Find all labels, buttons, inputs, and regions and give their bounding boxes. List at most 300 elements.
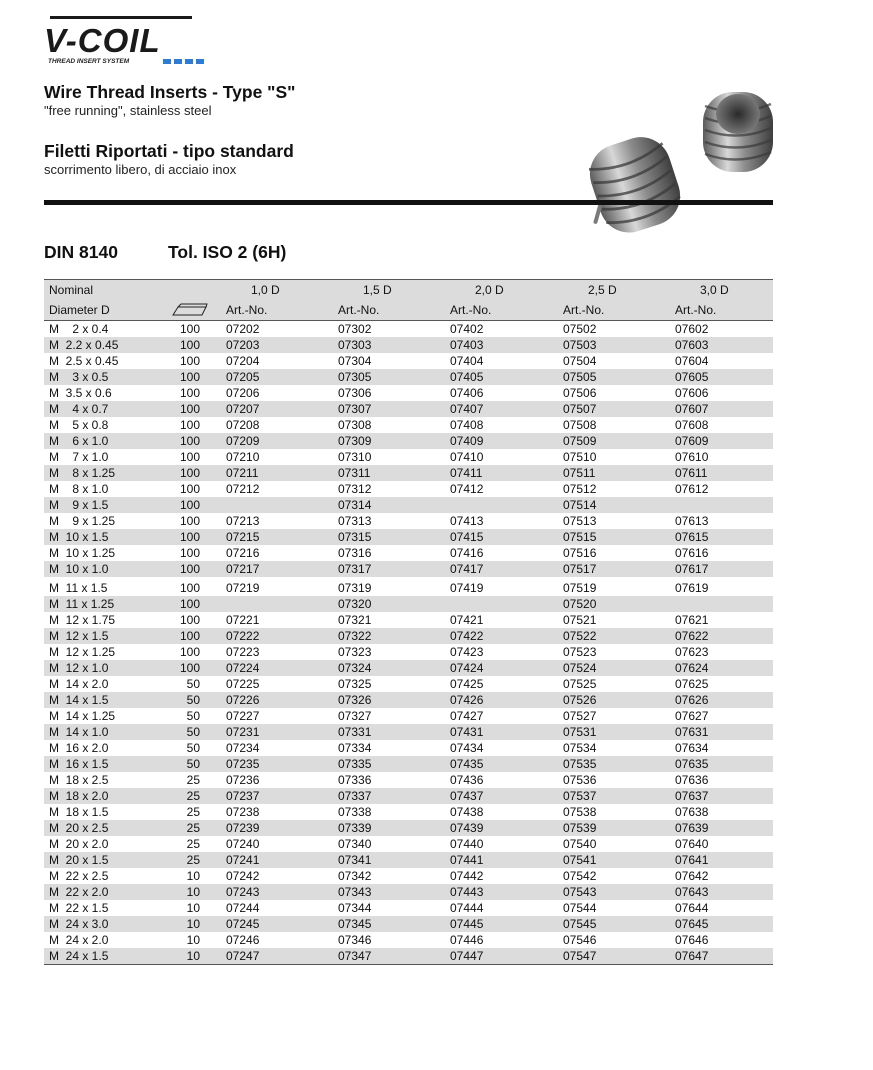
cell-article-number: 07207 — [226, 402, 260, 416]
cell-article-number: 07410 — [450, 450, 484, 464]
cell-article-number: 07513 — [563, 514, 597, 528]
cell-article-number: 07639 — [675, 821, 709, 835]
cell-article-number: 07621 — [675, 613, 709, 627]
cell-article-number: 07241 — [226, 853, 260, 867]
cell-article-number: 07308 — [338, 418, 372, 432]
cell-diameter: M 6 x 1.0 — [49, 434, 109, 448]
table-row — [44, 820, 773, 836]
cell-diameter: M 10 x 1.25 — [49, 546, 116, 560]
cell-diameter: M 24 x 3.0 — [49, 917, 109, 931]
cell-article-number: 07634 — [675, 741, 709, 755]
cell-article-number: 07409 — [450, 434, 484, 448]
cell-article-number: 07542 — [563, 869, 597, 883]
cell-pack-qty: 100 — [179, 597, 200, 611]
cell-article-number: 07240 — [226, 837, 260, 851]
cell-article-number: 07411 — [450, 466, 483, 480]
cell-article-number: 07445 — [450, 917, 484, 931]
cell-pack-qty: 100 — [179, 645, 200, 659]
cell-article-number: 07631 — [675, 725, 709, 739]
cell-article-number: 07435 — [450, 757, 484, 771]
cell-pack-qty: 100 — [179, 581, 200, 595]
cell-article-number: 07413 — [450, 514, 484, 528]
cell-article-number: 07524 — [563, 661, 597, 675]
table-row — [44, 724, 773, 740]
cell-article-number: 07209 — [226, 434, 260, 448]
cell-pack-qty: 25 — [186, 837, 200, 851]
package-box-icon — [172, 303, 208, 316]
cell-article-number: 07221 — [226, 613, 260, 627]
cell-article-number: 07326 — [338, 693, 372, 707]
cell-article-number: 07502 — [563, 322, 597, 336]
cell-diameter: M 7 x 1.0 — [49, 450, 109, 464]
cell-article-number: 07335 — [338, 757, 372, 771]
cell-article-number: 07412 — [450, 482, 484, 496]
cell-article-number: 07310 — [338, 450, 372, 464]
cell-pack-qty: 100 — [179, 482, 200, 496]
cell-diameter: M 2 x 0.4 — [49, 322, 109, 336]
cell-article-number: 07522 — [563, 629, 597, 643]
cell-article-number: 07604 — [675, 354, 709, 368]
cell-pack-qty: 100 — [179, 354, 200, 368]
cell-pack-qty: 100 — [179, 466, 200, 480]
cell-diameter: M 10 x 1.5 — [49, 530, 109, 544]
cell-article-number: 07615 — [675, 530, 709, 544]
cell-article-number: 07245 — [226, 917, 260, 931]
cell-article-number: 07320 — [338, 597, 372, 611]
cell-diameter: M 8 x 1.25 — [49, 466, 116, 480]
header-length-1: 1,0 D — [251, 283, 280, 297]
cell-article-number: 07627 — [675, 709, 709, 723]
logo-wordmark: V-COIL — [44, 22, 161, 59]
cell-article-number: 07344 — [338, 901, 372, 915]
table-row — [44, 481, 773, 497]
cell-pack-qty: 100 — [179, 629, 200, 643]
cell-diameter: M 22 x 2.5 — [49, 869, 109, 883]
cell-pack-qty: 50 — [186, 757, 200, 771]
cell-diameter: M 18 x 2.5 — [49, 773, 109, 787]
cell-article-number: 07534 — [563, 741, 597, 755]
cell-article-number: 07210 — [226, 450, 260, 464]
cell-pack-qty: 100 — [179, 434, 200, 448]
cell-article-number: 07404 — [450, 354, 484, 368]
cell-article-number: 07317 — [338, 562, 372, 576]
cell-article-number: 07244 — [226, 901, 260, 915]
cell-article-number: 07211 — [226, 466, 259, 480]
header-artno-3: Art.-No. — [450, 303, 492, 317]
cell-article-number: 07504 — [563, 354, 597, 368]
cell-diameter: M 14 x 2.0 — [49, 677, 109, 691]
cell-article-number: 07508 — [563, 418, 597, 432]
cell-article-number: 07625 — [675, 677, 709, 691]
cell-article-number: 07511 — [563, 466, 596, 480]
cell-article-number: 07635 — [675, 757, 709, 771]
cell-article-number: 07422 — [450, 629, 484, 643]
table-row — [44, 628, 773, 644]
table-row — [44, 916, 773, 932]
cell-diameter: M 18 x 2.0 — [49, 789, 109, 803]
cell-article-number: 07203 — [226, 338, 260, 352]
table-row — [44, 756, 773, 772]
cell-article-number: 07338 — [338, 805, 372, 819]
cell-pack-qty: 100 — [179, 562, 200, 576]
cell-article-number: 07645 — [675, 917, 709, 931]
cell-article-number: 07419 — [450, 581, 484, 595]
table-row — [44, 660, 773, 676]
cell-article-number: 07234 — [226, 741, 260, 755]
cell-pack-qty: 25 — [186, 805, 200, 819]
table-row — [44, 449, 773, 465]
table-row — [44, 497, 773, 513]
cell-diameter: M 8 x 1.0 — [49, 482, 109, 496]
cell-article-number: 07235 — [226, 757, 260, 771]
cell-article-number: 07610 — [675, 450, 709, 464]
article-table — [44, 279, 773, 965]
logo-dashes-icon — [163, 59, 204, 64]
cell-diameter: M 4 x 0.7 — [49, 402, 109, 416]
cell-article-number: 07438 — [450, 805, 484, 819]
cell-article-number: 07307 — [338, 402, 372, 416]
din-standard: DIN 8140 — [44, 242, 118, 262]
cell-diameter: M 22 x 1.5 — [49, 901, 109, 915]
title-italian: Filetti Riportati - tipo standard — [44, 141, 294, 161]
cell-article-number: 07339 — [338, 821, 372, 835]
cell-article-number: 07626 — [675, 693, 709, 707]
table-row — [44, 321, 773, 337]
table-row — [44, 529, 773, 545]
cell-pack-qty: 100 — [179, 661, 200, 675]
cell-article-number: 07603 — [675, 338, 709, 352]
cell-article-number: 07612 — [675, 482, 709, 496]
cell-article-number: 07242 — [226, 869, 260, 883]
cell-article-number: 07606 — [675, 386, 709, 400]
cell-diameter: M 20 x 2.0 — [49, 837, 109, 851]
cell-diameter: M 14 x 1.25 — [49, 709, 116, 723]
cell-article-number: 07643 — [675, 885, 709, 899]
cell-article-number: 07341 — [338, 853, 372, 867]
cell-article-number: 07646 — [675, 933, 709, 947]
cell-article-number: 07202 — [226, 322, 260, 336]
table-body — [44, 321, 773, 964]
tolerance-spec: Tol. ISO 2 (6H) — [168, 242, 287, 262]
header-length-5: 3,0 D — [700, 283, 729, 297]
cell-pack-qty: 100 — [179, 338, 200, 352]
table-row — [44, 692, 773, 708]
cell-pack-qty: 100 — [179, 418, 200, 432]
cell-article-number: 07605 — [675, 370, 709, 384]
cell-article-number: 07322 — [338, 629, 372, 643]
cell-article-number: 07617 — [675, 562, 709, 576]
table-row — [44, 369, 773, 385]
cell-pack-qty: 25 — [186, 773, 200, 787]
cell-article-number: 07602 — [675, 322, 709, 336]
cell-article-number: 07540 — [563, 837, 597, 851]
brand-logo — [44, 14, 204, 70]
table-row — [44, 545, 773, 561]
cell-article-number: 07439 — [450, 821, 484, 835]
cell-diameter: M 3.5 x 0.6 — [49, 386, 112, 400]
cell-article-number: 07408 — [450, 418, 484, 432]
header-length-2: 1,5 D — [363, 283, 392, 297]
cell-article-number: 07340 — [338, 837, 372, 851]
cell-article-number: 07331 — [338, 725, 372, 739]
cell-article-number: 07637 — [675, 789, 709, 803]
table-row — [44, 932, 773, 948]
cell-article-number: 07239 — [226, 821, 260, 835]
cell-article-number: 07425 — [450, 677, 484, 691]
cell-article-number: 07236 — [226, 773, 260, 787]
cell-article-number: 07537 — [563, 789, 597, 803]
table-bottom-rule — [44, 964, 773, 965]
cell-article-number: 07525 — [563, 677, 597, 691]
cell-pack-qty: 100 — [179, 530, 200, 544]
cell-article-number: 07506 — [563, 386, 597, 400]
table-row — [44, 580, 773, 596]
title-english: Wire Thread Inserts - Type "S" — [44, 82, 296, 102]
cell-article-number: 07405 — [450, 370, 484, 384]
cell-diameter: M 14 x 1.5 — [49, 693, 109, 707]
cell-pack-qty: 100 — [179, 322, 200, 336]
cell-diameter: M 12 x 1.25 — [49, 645, 116, 659]
cell-article-number: 07444 — [450, 901, 484, 915]
cell-article-number: 07636 — [675, 773, 709, 787]
cell-article-number: 07520 — [563, 597, 597, 611]
cell-diameter: M 12 x 1.75 — [49, 613, 116, 627]
cell-pack-qty: 10 — [186, 949, 200, 963]
cell-article-number: 07334 — [338, 741, 372, 755]
cell-article-number: 07624 — [675, 661, 709, 675]
cell-article-number: 07312 — [338, 482, 372, 496]
cell-diameter: M 12 x 1.5 — [49, 629, 109, 643]
cell-article-number: 07443 — [450, 885, 484, 899]
cell-diameter: M 22 x 2.0 — [49, 885, 109, 899]
cell-pack-qty: 100 — [179, 613, 200, 627]
cell-article-number: 07523 — [563, 645, 597, 659]
table-row — [44, 337, 773, 353]
cell-article-number: 07611 — [675, 466, 708, 480]
cell-article-number: 07434 — [450, 741, 484, 755]
cell-article-number: 07539 — [563, 821, 597, 835]
cell-article-number: 07403 — [450, 338, 484, 352]
cell-article-number: 07212 — [226, 482, 260, 496]
cell-article-number: 07231 — [226, 725, 260, 739]
header-length-3: 2,0 D — [475, 283, 504, 297]
cell-article-number: 07205 — [226, 370, 260, 384]
cell-article-number: 07638 — [675, 805, 709, 819]
cell-article-number: 07325 — [338, 677, 372, 691]
cell-article-number: 07316 — [338, 546, 372, 560]
header-nominal: Nominal — [49, 283, 94, 297]
cell-article-number: 07227 — [226, 709, 260, 723]
cell-article-number: 07247 — [226, 949, 260, 963]
table-row — [44, 385, 773, 401]
cell-article-number: 07324 — [338, 661, 372, 675]
table-row — [44, 353, 773, 369]
cell-article-number: 07622 — [675, 629, 709, 643]
cell-article-number: 07547 — [563, 949, 597, 963]
cell-pack-qty: 100 — [179, 450, 200, 464]
table-row — [44, 401, 773, 417]
cell-article-number: 07402 — [450, 322, 484, 336]
cell-pack-qty: 50 — [186, 725, 200, 739]
cell-diameter: M 2.2 x 0.45 — [49, 338, 119, 352]
table-row — [44, 852, 773, 868]
cell-article-number: 07519 — [563, 581, 597, 595]
cell-article-number: 07616 — [675, 546, 709, 560]
cell-article-number: 07208 — [226, 418, 260, 432]
table-row — [44, 433, 773, 449]
cell-article-number: 07345 — [338, 917, 372, 931]
cell-article-number: 07644 — [675, 901, 709, 915]
cell-article-number: 07219 — [226, 581, 260, 595]
cell-article-number: 07416 — [450, 546, 484, 560]
cell-article-number: 07305 — [338, 370, 372, 384]
cell-diameter: M 20 x 2.5 — [49, 821, 109, 835]
cell-pack-qty: 25 — [186, 853, 200, 867]
cell-article-number: 07204 — [226, 354, 260, 368]
cell-article-number: 07436 — [450, 773, 484, 787]
table-row — [44, 612, 773, 628]
table-row — [44, 561, 773, 577]
cell-pack-qty: 50 — [186, 741, 200, 755]
cell-article-number: 07346 — [338, 933, 372, 947]
cell-pack-qty: 10 — [186, 901, 200, 915]
cell-article-number: 07442 — [450, 869, 484, 883]
cell-article-number: 07343 — [338, 885, 372, 899]
cell-article-number: 07507 — [563, 402, 597, 416]
cell-pack-qty: 10 — [186, 869, 200, 883]
cell-pack-qty: 50 — [186, 693, 200, 707]
table-row — [44, 676, 773, 692]
cell-article-number: 07607 — [675, 402, 709, 416]
cell-article-number: 07206 — [226, 386, 260, 400]
cell-article-number: 07407 — [450, 402, 484, 416]
cell-diameter: M 24 x 2.0 — [49, 933, 109, 947]
cell-diameter: M 20 x 1.5 — [49, 853, 109, 867]
cell-diameter: M 3 x 0.5 — [49, 370, 109, 384]
cell-pack-qty: 100 — [179, 498, 200, 512]
logo-tagline: THREAD INSERT SYSTEM — [48, 58, 130, 65]
cell-article-number: 07514 — [563, 498, 597, 512]
table-row — [44, 465, 773, 481]
table-row — [44, 740, 773, 756]
cell-pack-qty: 100 — [179, 370, 200, 384]
cell-article-number: 07619 — [675, 581, 709, 595]
cell-article-number: 07421 — [450, 613, 484, 627]
cell-article-number: 07222 — [226, 629, 260, 643]
header-length-4: 2,5 D — [588, 283, 617, 297]
cell-article-number: 07243 — [226, 885, 260, 899]
coil-insert-front-icon — [575, 129, 688, 242]
cell-article-number: 07545 — [563, 917, 597, 931]
cell-article-number: 07213 — [226, 514, 260, 528]
cell-article-number: 07642 — [675, 869, 709, 883]
cell-article-number: 07512 — [563, 482, 597, 496]
cell-article-number: 07441 — [450, 853, 484, 867]
cell-pack-qty: 100 — [179, 546, 200, 560]
table-row — [44, 868, 773, 884]
table-row — [44, 900, 773, 916]
cell-article-number: 07337 — [338, 789, 372, 803]
cell-article-number: 07541 — [563, 853, 597, 867]
cell-diameter: M 10 x 1.0 — [49, 562, 109, 576]
cell-article-number: 07516 — [563, 546, 597, 560]
cell-diameter: M 16 x 1.5 — [49, 757, 109, 771]
table-row — [44, 804, 773, 820]
cell-article-number: 07517 — [563, 562, 597, 576]
cell-article-number: 07302 — [338, 322, 372, 336]
cell-article-number: 07313 — [338, 514, 372, 528]
cell-article-number: 07538 — [563, 805, 597, 819]
cell-article-number: 07226 — [226, 693, 260, 707]
header-artno-1: Art.-No. — [226, 303, 268, 317]
cell-article-number: 07237 — [226, 789, 260, 803]
header-diameter: Diameter D — [49, 303, 110, 317]
cell-article-number: 07431 — [450, 725, 484, 739]
cell-article-number: 07647 — [675, 949, 709, 963]
cell-article-number: 07546 — [563, 933, 597, 947]
cell-diameter: M 9 x 1.5 — [49, 498, 109, 512]
cell-diameter: M 9 x 1.25 — [49, 514, 116, 528]
cell-pack-qty: 100 — [179, 514, 200, 528]
cell-article-number: 07309 — [338, 434, 372, 448]
cell-article-number: 07327 — [338, 709, 372, 723]
cell-article-number: 07536 — [563, 773, 597, 787]
cell-article-number: 07509 — [563, 434, 597, 448]
cell-article-number: 07323 — [338, 645, 372, 659]
cell-article-number: 07314 — [338, 498, 372, 512]
cell-diameter: M 12 x 1.0 — [49, 661, 109, 675]
cell-article-number: 07225 — [226, 677, 260, 691]
cell-article-number: 07447 — [450, 949, 484, 963]
cell-diameter: M 5 x 0.8 — [49, 418, 109, 432]
table-row — [44, 836, 773, 852]
cell-article-number: 07608 — [675, 418, 709, 432]
cell-article-number: 07527 — [563, 709, 597, 723]
cell-article-number: 07342 — [338, 869, 372, 883]
cell-article-number: 07531 — [563, 725, 597, 739]
thread-insert-product-image — [575, 78, 785, 243]
cell-article-number: 07336 — [338, 773, 372, 787]
cell-pack-qty: 100 — [179, 386, 200, 400]
cell-pack-qty: 50 — [186, 709, 200, 723]
table-row — [44, 948, 773, 964]
cell-article-number: 07437 — [450, 789, 484, 803]
cell-article-number: 07246 — [226, 933, 260, 947]
cell-article-number: 07510 — [563, 450, 597, 464]
cell-diameter: M 24 x 1.5 — [49, 949, 109, 963]
cell-article-number: 07315 — [338, 530, 372, 544]
cell-pack-qty: 50 — [186, 677, 200, 691]
cell-article-number: 07515 — [563, 530, 597, 544]
table-header — [44, 279, 773, 321]
cell-article-number: 07311 — [338, 466, 371, 480]
cell-pack-qty: 100 — [179, 402, 200, 416]
header-divider — [44, 200, 773, 205]
cell-diameter: M 11 x 1.25 — [49, 597, 115, 611]
table-row — [44, 644, 773, 660]
cell-article-number: 07423 — [450, 645, 484, 659]
cell-pack-qty: 25 — [186, 789, 200, 803]
cell-article-number: 07304 — [338, 354, 372, 368]
header-artno-2: Art.-No. — [338, 303, 380, 317]
coil-insert-rear-icon — [703, 92, 773, 172]
cell-article-number: 07613 — [675, 514, 709, 528]
cell-article-number: 07424 — [450, 661, 484, 675]
cell-article-number: 07306 — [338, 386, 372, 400]
cell-diameter: M 16 x 2.0 — [49, 741, 109, 755]
table-row — [44, 788, 773, 804]
cell-article-number: 07415 — [450, 530, 484, 544]
